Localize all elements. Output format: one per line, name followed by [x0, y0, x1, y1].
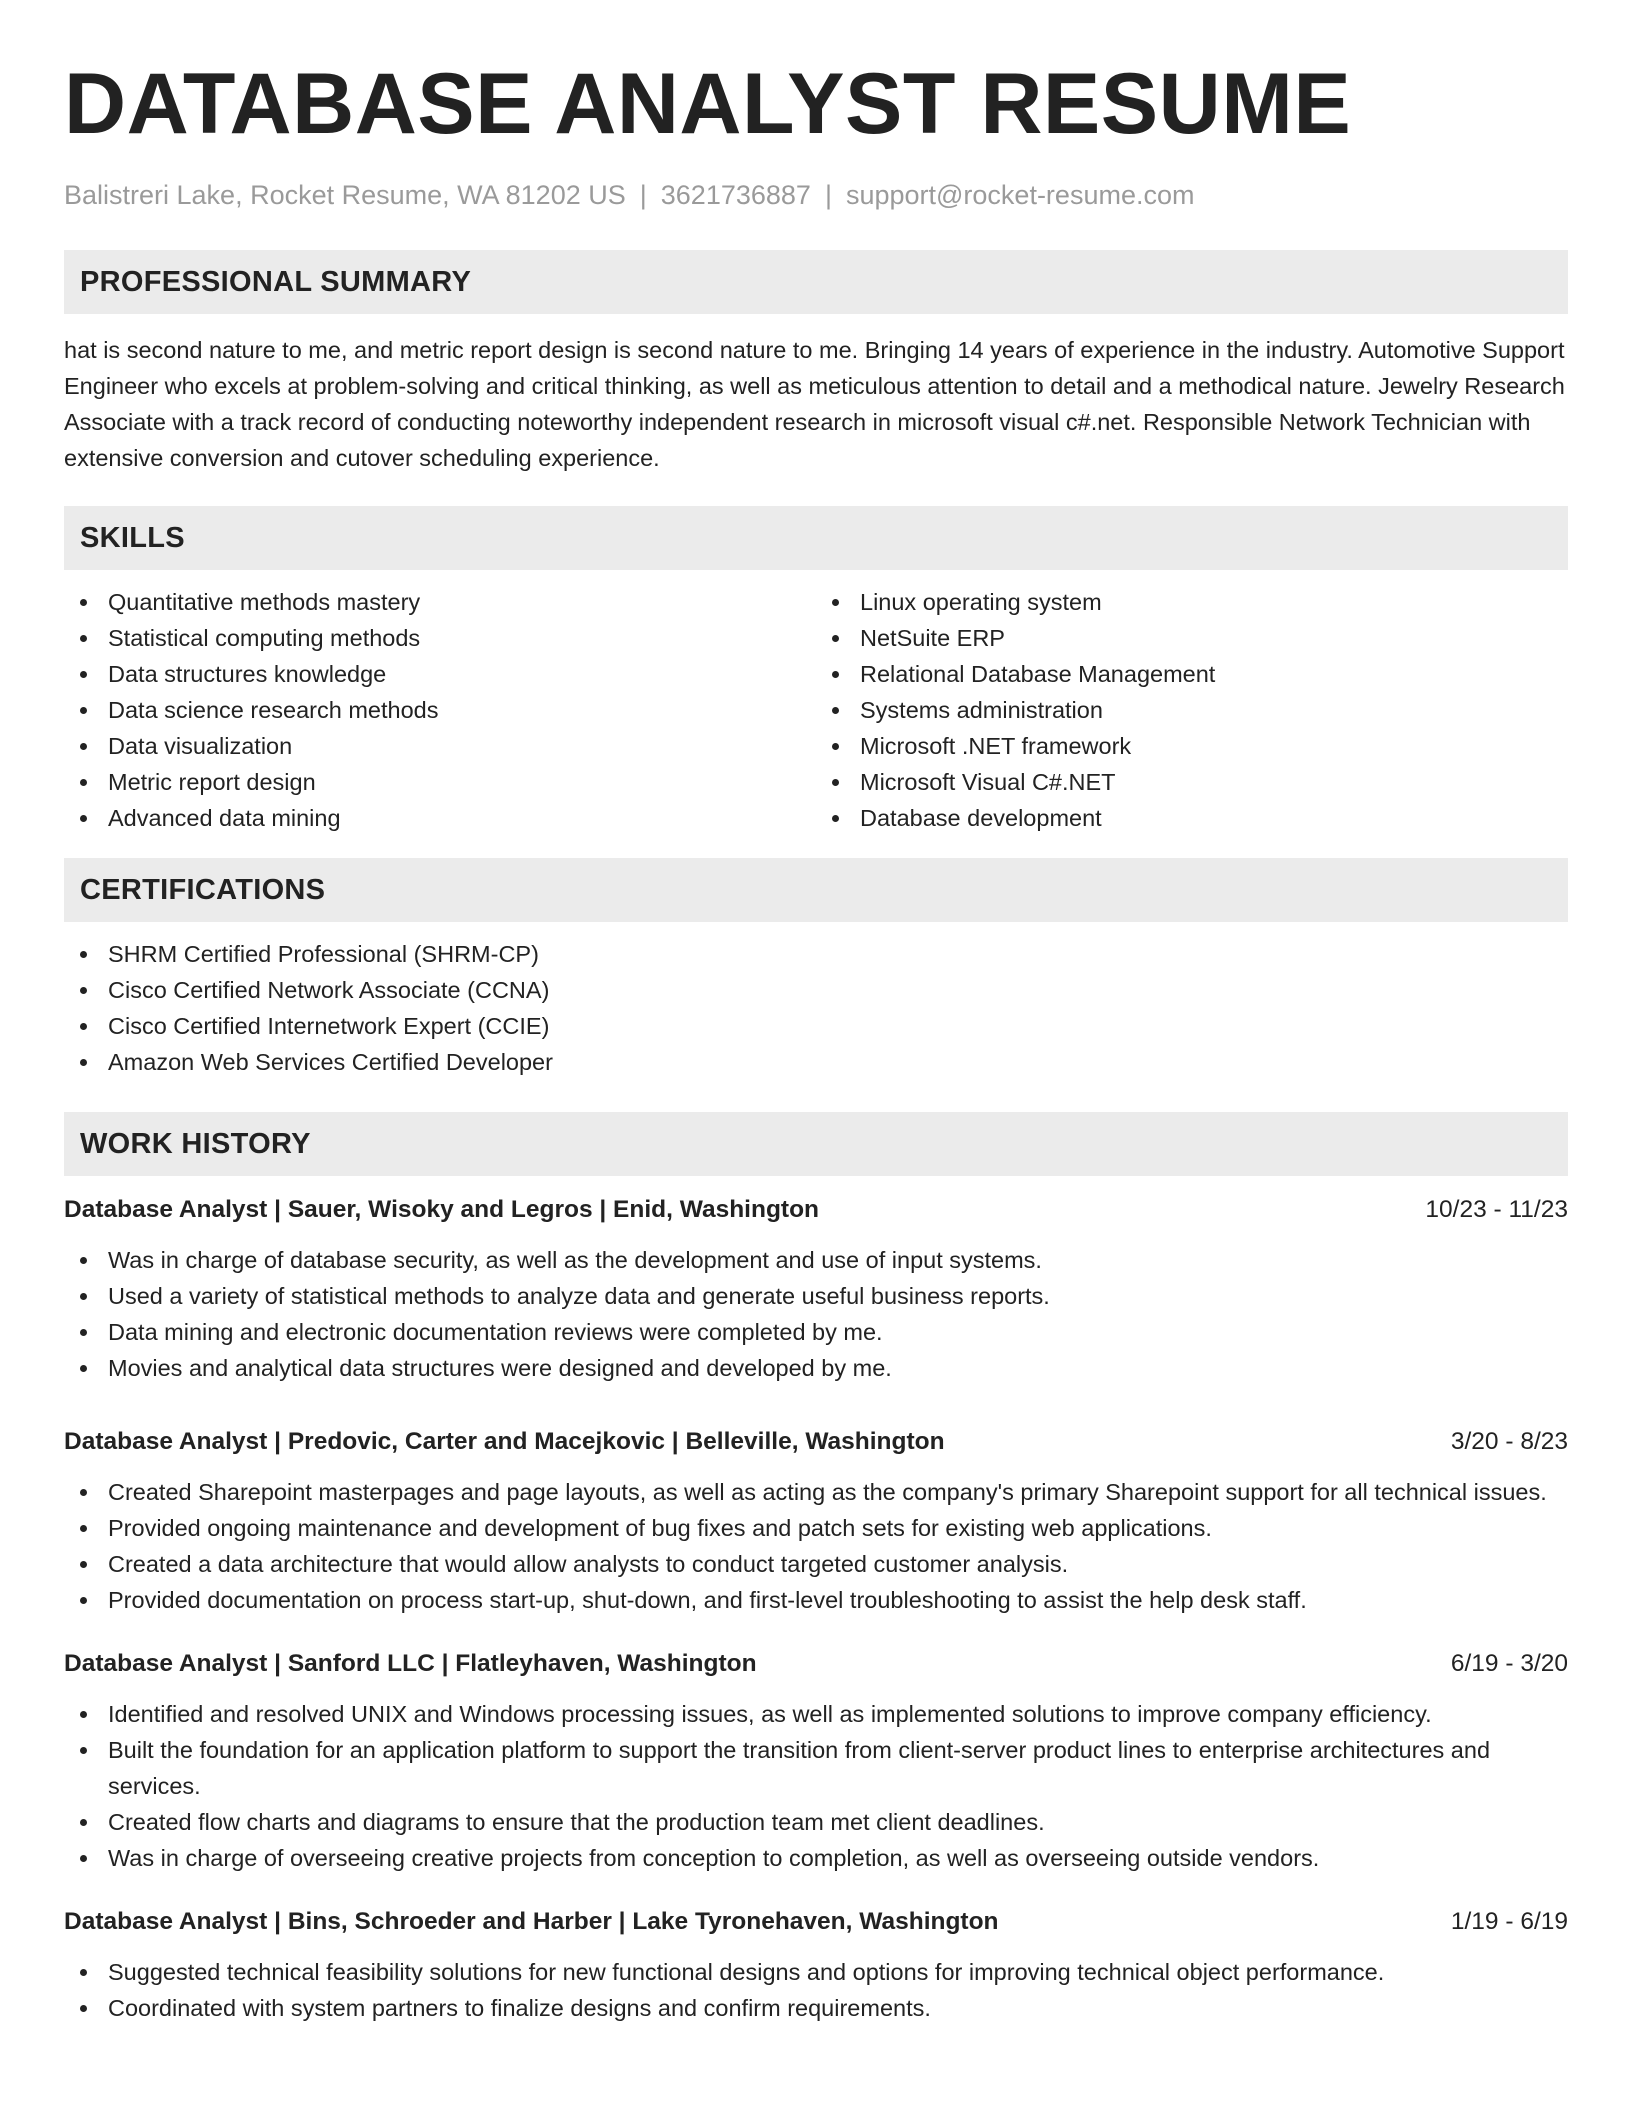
job-bullet: Suggested technical feasibility solutions for new functional designs and options for improving technical object performance. — [64, 1954, 1568, 1990]
job-bullets — [64, 1954, 1568, 2026]
job-bullet: Coordinated with system partners to finalize designs and confirm requirements. — [64, 1990, 1568, 2026]
job-dates: 1/19 - 6/19 — [1450, 1908, 1568, 1935]
job-dates: 3/20 - 8/23 — [1450, 1428, 1568, 1455]
contact-address: Balistreri Lake, Rocket Resume, WA 81202 US — [64, 180, 626, 210]
job-header — [64, 1646, 1568, 1682]
certification-item: Cisco Certified Network Associate (CCNA) — [64, 972, 1568, 1008]
skill-item: Systems administration — [816, 692, 1568, 728]
job-bullet: Created flow charts and diagrams to ensure that the production team met client deadlines. — [64, 1804, 1568, 1840]
job-bullets — [64, 1242, 1568, 1386]
job-dates: 10/23 - 11/23 — [1425, 1196, 1568, 1223]
job-title: Database Analyst | Bins, Schroeder and Harber | Lake Tyronehaven, Washington — [64, 1908, 999, 1935]
job-header — [64, 1424, 1568, 1460]
certification-item: Amazon Web Services Certified Developer — [64, 1044, 1568, 1080]
summary-text: hat is second nature to me, and metric report design is second nature to me. Bringing 14 years of experience in the industry. Automotive Support Engineer who excels at problem-solving and critical thinking, as well as meticulous attention to detail and a methodical nature. Jewelry Research Associate with a track record of conducting noteworthy independent research in microsoft visual c#.net. Responsible Network Technician with extensive conversion and cutover scheduling experience. — [64, 337, 1565, 471]
job-entry — [64, 1192, 1568, 1386]
contact-email: support@rocket-resume.com — [845, 180, 1195, 210]
resume-title: DATABASE ANALYST RESUME — [64, 56, 1352, 152]
skill-item: Relational Database Management — [816, 656, 1568, 692]
job-bullets — [64, 1696, 1568, 1876]
skill-item: Data structures knowledge — [64, 656, 816, 692]
job-entry — [64, 1646, 1568, 1876]
skill-item: Data science research methods — [64, 692, 816, 728]
skills-list — [64, 584, 1568, 836]
job-bullet: Was in charge of overseeing creative projects from conception to completion, as well as overseeing outside vendors. — [64, 1840, 1568, 1876]
summary-heading: PROFESSIONAL SUMMARY — [64, 250, 1568, 314]
job-bullet: Built the foundation for an application platform to support the transition from client-server product lines to enterprise architectures and services. — [64, 1732, 1568, 1804]
job-header — [64, 1192, 1568, 1228]
job-title: Database Analyst | Sanford LLC | Flatleyhaven, Washington — [64, 1650, 757, 1677]
job-dates: 6/19 - 3/20 — [1450, 1650, 1568, 1677]
skill-item: Microsoft Visual C#.NET — [816, 764, 1568, 800]
certifications-list — [64, 936, 1568, 1080]
skill-item: NetSuite ERP — [816, 620, 1568, 656]
skill-item: Advanced data mining — [64, 800, 816, 836]
contact-phone: 3621736887 — [660, 180, 811, 210]
skill-item: Database development — [816, 800, 1568, 836]
job-bullet: Movies and analytical data structures were designed and developed by me. — [64, 1350, 1568, 1386]
job-entry — [64, 1904, 1568, 2026]
job-bullet: Created Sharepoint masterpages and page layouts, as well as acting as the company's primary Sharepoint support for all technical issues. — [64, 1474, 1568, 1510]
job-bullet: Was in charge of database security, as well as the development and use of input systems. — [64, 1242, 1568, 1278]
job-bullet: Created a data architecture that would allow analysts to conduct targeted customer analysis. — [64, 1546, 1568, 1582]
skill-item: Data visualization — [64, 728, 816, 764]
work-history-heading: WORK HISTORY — [64, 1112, 1568, 1176]
job-bullet: Used a variety of statistical methods to analyze data and generate useful business reports. — [64, 1278, 1568, 1314]
job-title: Database Analyst | Predovic, Carter and Macejkovic | Belleville, Washington — [64, 1428, 945, 1455]
skill-item: Statistical computing methods — [64, 620, 816, 656]
job-bullet: Identified and resolved UNIX and Windows processing issues, as well as implemented solutions to improve company efficiency. — [64, 1696, 1568, 1732]
work-history-list — [64, 1192, 1568, 2026]
contact-separator: | — [639, 180, 647, 210]
skill-item: Quantitative methods mastery — [64, 584, 816, 620]
job-header — [64, 1904, 1568, 1940]
certification-item: SHRM Certified Professional (SHRM-CP) — [64, 936, 1568, 972]
skills-column-right — [816, 584, 1568, 836]
job-bullet: Provided ongoing maintenance and development of bug fixes and patch sets for existing web applications. — [64, 1510, 1568, 1546]
job-bullets — [64, 1474, 1568, 1618]
job-entry — [64, 1424, 1568, 1618]
job-bullet: Provided documentation on process start-up, shut-down, and first-level troubleshooting to assist the help desk staff. — [64, 1582, 1568, 1618]
skills-column-left — [64, 584, 816, 836]
contact-separator: | — [824, 180, 832, 210]
contact-line — [64, 178, 1568, 212]
skill-item: Metric report design — [64, 764, 816, 800]
certifications-heading: CERTIFICATIONS — [64, 858, 1568, 922]
skills-heading: SKILLS — [64, 506, 1568, 570]
skill-item: Linux operating system — [816, 584, 1568, 620]
skill-item: Microsoft .NET framework — [816, 728, 1568, 764]
job-bullet: Data mining and electronic documentation reviews were completed by me. — [64, 1314, 1568, 1350]
job-title: Database Analyst | Sauer, Wisoky and Legros | Enid, Washington — [64, 1196, 820, 1223]
certification-item: Cisco Certified Internetwork Expert (CCIE) — [64, 1008, 1568, 1044]
